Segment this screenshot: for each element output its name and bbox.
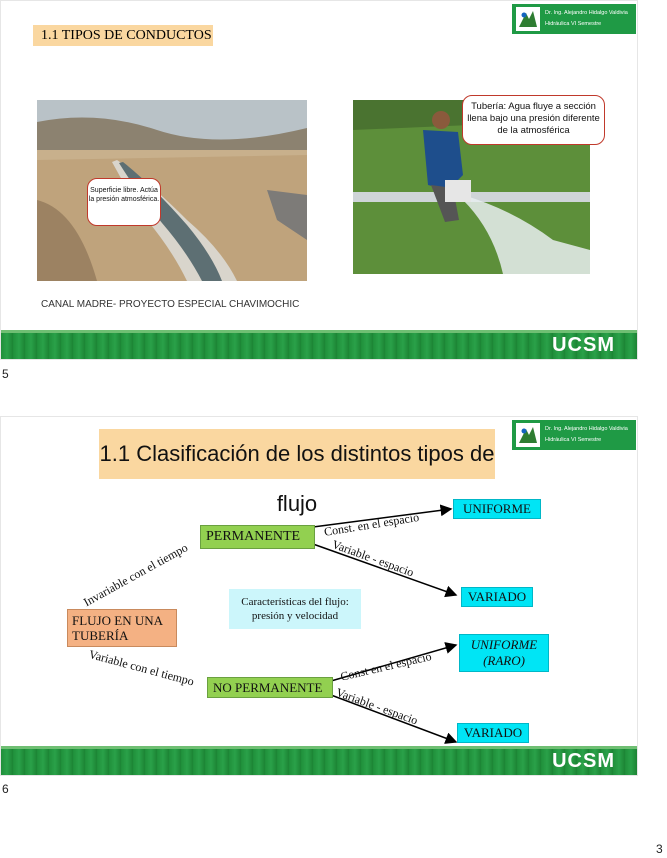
pipe-callout: Tubería: Agua fluye a sección llena bajo una presión diferente de la atmosférica: [462, 95, 605, 145]
logo-course: Hidráulica VI Semestre: [545, 437, 602, 443]
flujo-tuberia-box: FLUJO EN UNA TUBERÍA: [67, 609, 177, 647]
label-variable-espacio-2: Variable - espacio: [334, 685, 420, 728]
sheet-number: 3: [656, 842, 663, 856]
footer-bar: [1, 749, 637, 775]
slide-title: 1.1 Clasificación de los distintos tipos de flujo: [99, 429, 495, 479]
variado-box-2: VARIADO: [457, 723, 529, 743]
slide-6: [0, 416, 638, 776]
footer-bar: [1, 333, 637, 359]
caracteristicas-note: Características del flujo: presión y velocidad: [229, 589, 361, 629]
uniforme-box: UNIFORME: [453, 499, 541, 519]
canal-photo: [37, 100, 307, 281]
page-number: 5: [2, 367, 9, 381]
logo-course: Hidráulica VI Semestre: [545, 21, 602, 27]
slide-title: 1.1 TIPOS DE CONDUCTOS: [33, 25, 213, 46]
variado-box-1: VARIADO: [461, 587, 533, 607]
logo-author: Dr. Ing. Alejandro Hidalgo Valdivia: [545, 426, 628, 432]
label-const-espacio-2: Const en el espacio: [339, 649, 433, 684]
brand-ucsm: UCSM: [552, 334, 615, 356]
uniforme-raro-label: UNIFORME: [470, 637, 538, 652]
label-variable-espacio-1: Variable - espacio: [330, 537, 416, 580]
no-permanente-box: NO PERMANENTE: [207, 677, 333, 698]
uniforme-raro-box: [459, 634, 549, 672]
label-variable-tiempo: Variable con el tiempo: [87, 647, 196, 689]
hydraulics-logo-icon: [516, 7, 540, 31]
page-number: 6: [2, 782, 9, 796]
logo-author: Dr. Ing. Alejandro Hidalgo Valdivia: [545, 10, 628, 16]
raro-label: (RARO): [483, 653, 525, 668]
canal-callout: Superficie libre. Actúa la presión atmosférica.: [87, 178, 161, 226]
permanente-box: PERMANENTE: [200, 525, 315, 549]
label-const-espacio-1: Const. en el espacio: [323, 509, 420, 539]
label-invariable-tiempo: Invariable con el tiempo: [81, 540, 191, 610]
author-logo: [512, 4, 636, 34]
brand-ucsm: UCSM: [552, 750, 615, 772]
slide-5: [0, 0, 638, 360]
photo-caption: CANAL MADRE- PROYECTO ESPECIAL CHAVIMOCHIC: [41, 299, 300, 310]
